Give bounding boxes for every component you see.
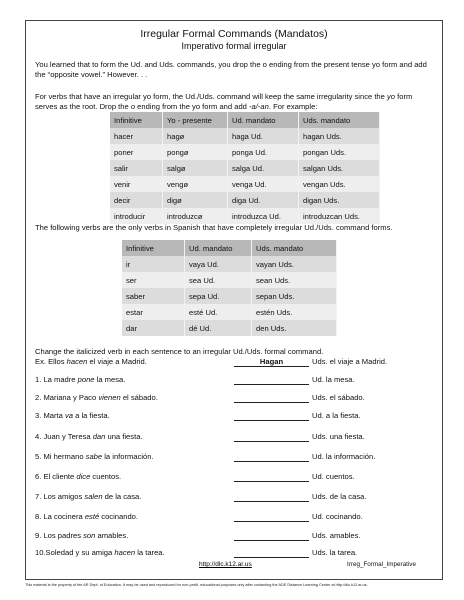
exercise-sentence: 5. Mi hermano sabe la información.: [35, 452, 154, 461]
table-header-cell: Infinitive: [110, 112, 163, 128]
table-row: [122, 272, 337, 288]
table-cell: vayan Uds.: [252, 256, 337, 272]
exercise-instructions: Change the italicized verb in each sentence to an irregular Ud./Uds. formal command.: [35, 347, 324, 356]
table-header-cell: Infinitive: [122, 240, 185, 256]
table-cell: pongø: [163, 144, 228, 160]
table-cell: dar: [122, 320, 185, 336]
table-row: [110, 192, 380, 208]
table-cell: decir: [110, 192, 163, 208]
exercise-completion: Uds. de la casa.: [312, 492, 367, 501]
table-row: [110, 176, 380, 192]
exercise-sentence: 4. Juan y Teresa dan una fiesta.: [35, 432, 143, 441]
table-row: [110, 144, 380, 160]
table-cell: introduzcan Uds.: [299, 208, 380, 224]
table-cell: salir: [110, 160, 163, 176]
table-row: [110, 208, 380, 224]
table-cell: esté Ud.: [185, 304, 252, 320]
answer-blank[interactable]: [234, 441, 309, 442]
table-cell: salgø: [163, 160, 228, 176]
exercise-item: [35, 375, 435, 387]
table-cell: ir: [122, 256, 185, 272]
exercise-item: [35, 393, 435, 405]
table-row: [122, 320, 337, 336]
table-cell: hagø: [163, 128, 228, 144]
answer-blank[interactable]: [234, 384, 309, 385]
table-header-row: [110, 112, 380, 128]
table-row: [110, 160, 380, 176]
table-row: [122, 304, 337, 320]
table-cell: estén Uds.: [252, 304, 337, 320]
table-cell: introduzcø: [163, 208, 228, 224]
exercise-completion: Ud. cocinando.: [312, 512, 363, 521]
table-cell: vengø: [163, 176, 228, 192]
exercise-item: [35, 531, 435, 543]
table-cell: saber: [122, 288, 185, 304]
table-cell: vaya Ud.: [185, 256, 252, 272]
table-cell: estar: [122, 304, 185, 320]
table-cell: diga Ud.: [228, 192, 299, 208]
table-row: [110, 128, 380, 144]
answer-blank[interactable]: [234, 540, 309, 541]
answer-blank[interactable]: [234, 402, 309, 403]
intro-paragraph-1: You learned that to form the Ud. and Uds. commands, you drop the o ending from the present tense yo form and add the “opposite vowel.” However. . .: [35, 60, 427, 79]
table-header-row: [122, 240, 337, 256]
exercise-completion: Uds. el sábado.: [312, 393, 365, 402]
page-title: Irregular Formal Commands (Mandatos): [140, 28, 328, 40]
table-cell: pongan Uds.: [299, 144, 380, 160]
file-name: Irreg_Formal_Imperative: [347, 561, 416, 568]
example-sentence: Ex. Ellos hacen el viaje a Madrid.: [35, 357, 147, 366]
exercise-sentence: 1. La madre pone la mesa.: [35, 375, 126, 384]
exercise-sentence: 3. Marta va a la fiesta.: [35, 411, 110, 420]
table-header-cell: Uds. mandato: [299, 112, 380, 128]
answer-blank[interactable]: [234, 501, 309, 502]
exercise-completion: Ud. la mesa.: [312, 375, 355, 384]
table-cell: sepa Ud.: [185, 288, 252, 304]
table-cell: sean Uds.: [252, 272, 337, 288]
table-cell: digø: [163, 192, 228, 208]
table-cell: poner: [110, 144, 163, 160]
example-completion: Uds. el viaje a Madrid.: [312, 357, 388, 366]
exercise-completion: Ud. cuentos.: [312, 472, 355, 481]
table-cell: vengan Uds.: [299, 176, 380, 192]
table-row: [122, 288, 337, 304]
exercise-completion: Ud. la información.: [312, 452, 376, 461]
table-cell: digan Uds.: [299, 192, 380, 208]
exercise-completion: Uds. amables.: [312, 531, 361, 540]
exercise-completion: Uds. la tarea.: [312, 548, 358, 557]
completely-irregular-table: [122, 240, 337, 336]
page-subtitle: Imperativo formal irregular: [181, 41, 287, 51]
table-cell: venir: [110, 176, 163, 192]
intro-paragraph-2: For verbs that have an irregular yo form, the Ud./Uds. command will keep the same irregularity since the yo form serves as the root. Drop the o ending from the yo form and add -a/-an. For example:: [35, 92, 413, 111]
exercise-sentence: 6. El cliente dice cuentos.: [35, 472, 122, 481]
dlc-link[interactable]: http://dlc.k12.ar.us: [199, 561, 252, 568]
table-cell: salga Ud.: [228, 160, 299, 176]
irregular-yo-table: [110, 112, 380, 224]
table-cell: ser: [122, 272, 185, 288]
table-cell: introduzca Ud.: [228, 208, 299, 224]
table-header-cell: Ud. mandato: [228, 112, 299, 128]
answer-blank[interactable]: [234, 557, 309, 558]
answer-blank[interactable]: [234, 420, 309, 421]
table-cell: introducir: [110, 208, 163, 224]
answer-blank[interactable]: [234, 481, 309, 482]
exercise-sentence: 10.Soledad y su amiga hacen la tarea.: [35, 548, 165, 557]
exercise-sentence: 8. La cocinera esté cocinando.: [35, 512, 139, 521]
example-answer-line: [234, 366, 309, 367]
exercise-item: [35, 512, 435, 524]
table-cell: den Uds.: [252, 320, 337, 336]
copyright-notice: This material is the property of the AR Dept. of Education. It may be used and reproduced for non-profit, educational purposes only after contacting the ADE Distance Learning Center at http://dlc.k12.ar.us..: [25, 583, 369, 587]
table-row: [122, 256, 337, 272]
table-header-cell: Uds. mandato: [252, 240, 337, 256]
table-cell: haga Ud.: [228, 128, 299, 144]
exercise-item: [35, 472, 435, 484]
exercise-example: [35, 357, 435, 369]
irregular-verbs-intro: The following verbs are the only verbs in Spanish that have completely irregular Ud./Uds. command forms.: [35, 223, 393, 232]
exercise-completion: Ud. a la fiesta.: [312, 411, 361, 420]
exercise-sentence: 2. Mariana y Paco vienen el sábado.: [35, 393, 158, 402]
table-cell: sepan Uds.: [252, 288, 337, 304]
answer-blank[interactable]: [234, 461, 309, 462]
table-cell: salgan Uds.: [299, 160, 380, 176]
table-cell: hagan Uds.: [299, 128, 380, 144]
table-header-cell: Yo - presente: [163, 112, 228, 128]
table-cell: ponga Ud.: [228, 144, 299, 160]
exercise-item: [35, 452, 435, 464]
answer-blank[interactable]: [234, 521, 309, 522]
table-cell: dé Ud.: [185, 320, 252, 336]
example-answer: Hagan: [259, 357, 284, 366]
table-cell: venga Ud.: [228, 176, 299, 192]
exercise-sentence: 7. Los amigos salen de la casa.: [35, 492, 142, 501]
exercise-completion: Uds. una fiesta.: [312, 432, 365, 441]
table-cell: sea Ud.: [185, 272, 252, 288]
exercise-item: [35, 492, 435, 504]
exercise-sentence: 9. Los padres son amables.: [35, 531, 129, 540]
exercise-item: [35, 432, 435, 444]
table-header-cell: Ud. mandato: [185, 240, 252, 256]
table-cell: hacer: [110, 128, 163, 144]
exercise-item: [35, 411, 435, 423]
exercise-item: [35, 548, 435, 560]
